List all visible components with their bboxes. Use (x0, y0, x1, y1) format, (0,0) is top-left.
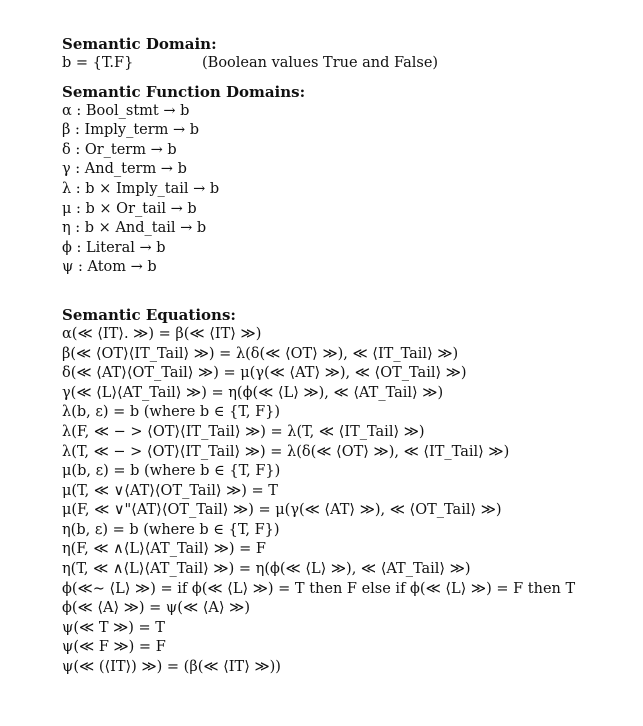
function-domain-item: ϕ : Literal → b (62, 239, 166, 256)
semantic-domain-equation: b = {T.F} (62, 55, 134, 71)
semantic-equation: ψ(≪ F ≫) = F (62, 639, 166, 656)
function-domain-item: γ : And_term → b (62, 161, 187, 178)
function-domain-item: ψ : Atom → b (62, 259, 157, 276)
semantic-equation: λ(F, ≪ − > ⟨OT⟩⟨IT_Tail⟩ ≫) = λ(T, ≪ ⟨IT_Tail⟩ ≫) (62, 423, 425, 440)
semantic-equation: ψ(≪ (⟨IT⟩) ≫) = (β(≪ ⟨IT⟩ ≫)) (62, 659, 281, 676)
semantic-equation: μ(T, ≪ ∨⟨AT⟩⟨OT_Tail⟩ ≫) = T (62, 482, 278, 499)
semantic-equation: λ(b, ε) = b (where b ∈ {T, F}) (62, 404, 281, 421)
semantic-equation: λ(T, ≪ − > ⟨OT⟩⟨IT_Tail⟩ ≫) = λ(δ(≪ ⟨OT⟩ ≫), ≪ ⟨IT_Tail⟩ ≫) (62, 443, 510, 460)
function-domains-heading: Semantic Function Domains: (62, 82, 306, 101)
semantic-equation: γ(≪ ⟨L⟩⟨AT_Tail⟩ ≫) = η(ϕ(≪ ⟨L⟩ ≫), ≪ ⟨AT_Tail⟩ ≫) (62, 384, 444, 401)
semantic-equation: ϕ(≪∼ ⟨L⟩ ≫) = if ϕ(≪ ⟨L⟩ ≫) = T then F else if ϕ(≪ ⟨L⟩ ≫) = F then T (62, 580, 576, 597)
function-domain-item: α : Bool_stmt → b (62, 102, 190, 119)
semantic-domain-heading: Semantic Domain: (62, 35, 217, 53)
semantic-equation: ψ(≪ T ≫) = T (62, 619, 165, 636)
function-domain-item: β : Imply_term → b (62, 122, 200, 139)
function-domains-list (62, 102, 632, 278)
semantic-equation: μ(b, ε) = b (where b ∈ {T, F}) (62, 463, 281, 480)
semantic-equation: η(b, ε) = b (where b ∈ {T, F}) (62, 521, 280, 538)
semantic-equation: ϕ(≪ ⟨A⟩ ≫) = ψ(≪ ⟨A⟩ ≫) (62, 600, 250, 617)
semantic-equations-list (62, 325, 632, 678)
semantic-domain-note: (Boolean values True and False) (202, 55, 439, 71)
semantic-equation: α(≪ ⟨IT⟩. ≫) = β(≪ ⟨IT⟩ ≫) (62, 325, 262, 342)
semantic-equation: η(T, ≪ ∧⟨L⟩⟨AT_Tail⟩ ≫) = η(ϕ(≪ ⟨L⟩ ≫), ≪ ⟨AT_Tail⟩ ≫) (62, 561, 471, 578)
semantic-equation: μ(F, ≪ ∨"⟨AT⟩⟨OT_Tail⟩ ≫) = μ(γ(≪ ⟨AT⟩ ≫), ≪ ⟨OT_Tail⟩ ≫) (62, 502, 502, 519)
semantic-equation: η(F, ≪ ∧⟨L⟩⟨AT_Tail⟩ ≫) = F (62, 541, 266, 558)
function-domain-item: η : b × And_tail → b (62, 220, 207, 237)
function-domain-item: μ : b × Or_tail → b (62, 200, 197, 217)
semantic-domain-row (62, 54, 632, 74)
semantic-equation: δ(≪ ⟨AT⟩⟨OT_Tail⟩ ≫) = μ(γ(≪ ⟨AT⟩ ≫), ≪ ⟨OT_Tail⟩ ≫) (62, 365, 467, 382)
semantic-equation: β(≪ ⟨OT⟩⟨IT_Tail⟩ ≫) = λ(δ(≪ ⟨OT⟩ ≫), ≪ ⟨IT_Tail⟩ ≫) (62, 345, 459, 362)
document-page (62, 35, 632, 678)
function-domain-item: λ : b × Imply_tail → b (62, 180, 220, 197)
function-domain-item: δ : Or_term → b (62, 141, 177, 158)
semantic-equations-heading: Semantic Equations: (62, 305, 236, 324)
